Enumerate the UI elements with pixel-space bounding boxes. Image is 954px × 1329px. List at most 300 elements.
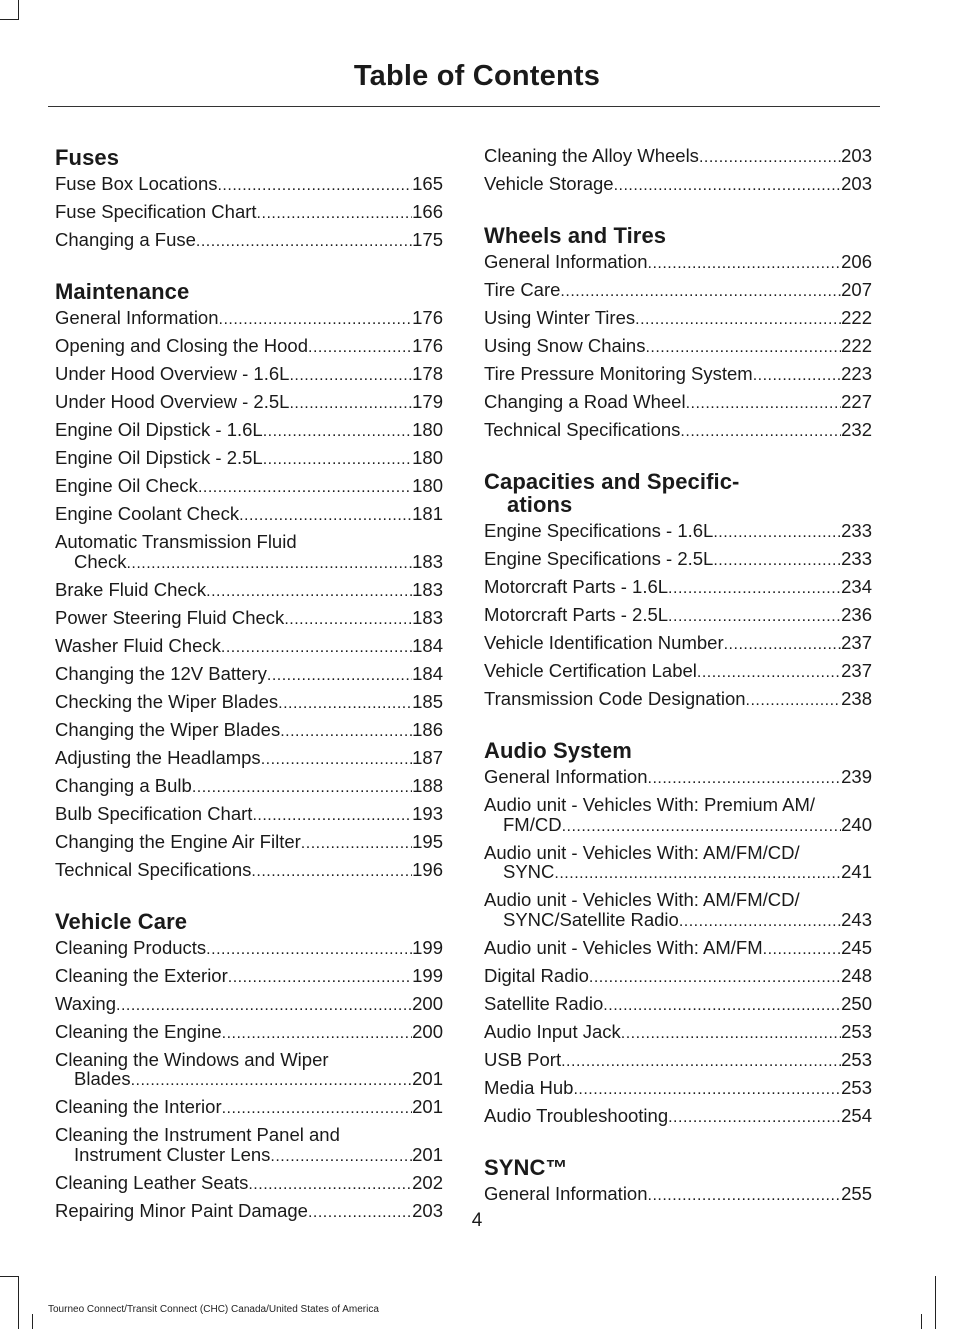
dot-leader: [573, 1080, 841, 1100]
entry-page-number: 176: [412, 307, 443, 328]
footer-text: Tourneo Connect/Transit Connect (CHC) Canada/United States of America: [48, 1304, 379, 1315]
toc-section: [55, 280, 443, 888]
entry-text: SYNC: [503, 861, 555, 882]
toc-entry[interactable]: [55, 636, 443, 664]
dot-leader: [648, 1186, 842, 1206]
entry-page-number: 178: [412, 363, 443, 384]
dot-leader: [686, 394, 842, 414]
dot-leader: [713, 523, 841, 543]
entry-text: General Information: [484, 1182, 648, 1204]
toc-entry[interactable]: [55, 336, 443, 364]
entry-page-number: 253: [841, 1076, 872, 1098]
toc-entry[interactable]: [55, 174, 443, 202]
entry-row: [55, 1145, 443, 1167]
entry-row: [55, 476, 443, 498]
entry-text: Audio unit - Vehicles With: AM/FM: [484, 936, 763, 958]
entry-page-number: 184: [412, 634, 443, 656]
dot-leader: [221, 638, 412, 658]
dot-leader: [614, 176, 842, 196]
entry-row: [484, 815, 872, 837]
entry-page-number: 166: [412, 201, 443, 222]
entry-page-number: 184: [412, 662, 443, 684]
entry-row: [55, 1173, 443, 1195]
entry-row: [55, 392, 443, 414]
toc-entry[interactable]: [484, 1022, 872, 1050]
dot-leader: [219, 310, 413, 330]
entry-row: [484, 966, 872, 988]
toc-entry[interactable]: [55, 1050, 443, 1098]
dot-leader: [713, 551, 841, 571]
toc-entry[interactable]: [484, 767, 872, 795]
toc-entry[interactable]: [484, 1078, 872, 1106]
dot-leader: [270, 1147, 412, 1167]
entry-page-number: 241: [841, 861, 872, 882]
entry-page-number: 180: [412, 419, 443, 440]
entry-page-number: 223: [841, 363, 872, 384]
entry-page-number: 253: [841, 1020, 872, 1042]
dot-leader: [248, 1175, 412, 1195]
entry-text: Changing a Road Wheel: [484, 391, 686, 412]
entry-row: [484, 280, 872, 302]
entry-page-number: 245: [841, 936, 872, 958]
entry-text: General Information: [484, 251, 648, 272]
section-title: Fuses: [55, 145, 120, 170]
toc-entry[interactable]: [55, 938, 443, 966]
entry-text: Engine Specifications - 2.5L: [484, 548, 714, 569]
entry-page-number: 233: [841, 548, 872, 569]
entry-text: Power Steering Fluid Check: [55, 606, 285, 628]
entry-row: [55, 504, 443, 526]
entry-page-number: 193: [412, 802, 443, 824]
dot-leader: [635, 310, 841, 330]
entry-text: Changing a Bulb: [55, 774, 192, 796]
entry-page-number: 237: [841, 660, 872, 681]
dot-leader: [562, 817, 842, 837]
dot-leader: [603, 996, 841, 1016]
entry-row: [55, 552, 443, 574]
dot-leader: [131, 1071, 413, 1091]
dot-leader: [645, 338, 841, 358]
dot-leader: [217, 176, 412, 196]
dot-leader: [206, 582, 412, 602]
entry-text: Tire Pressure Monitoring System: [484, 363, 753, 384]
toc-entry[interactable]: [484, 689, 872, 717]
entry-text: Vehicle Storage: [484, 173, 614, 194]
crop-mark-top-left-h: [0, 19, 19, 20]
dot-leader: [724, 635, 842, 655]
toc-entry[interactable]: [484, 994, 872, 1022]
toc-entry[interactable]: [484, 336, 872, 364]
toc-entry[interactable]: [484, 420, 872, 448]
entry-text: Satellite Radio: [484, 992, 604, 1014]
entry-text: Changing a Fuse: [55, 229, 196, 250]
entry-text: Technical Specifications: [484, 419, 681, 440]
toc-entry[interactable]: [55, 804, 443, 832]
crop-mark-bottom-inner-right: [921, 1314, 922, 1329]
page-number: 4: [471, 1210, 483, 1231]
dot-leader: [621, 1024, 841, 1044]
crop-mark-bottom-left-h: [0, 1276, 19, 1277]
dot-leader: [192, 778, 412, 798]
toc-section: [484, 224, 872, 448]
entry-text-line1: Automatic Transmission Fluid: [55, 531, 297, 552]
toc-entry[interactable]: [55, 364, 443, 392]
section-title: [484, 470, 872, 516]
toc-entry[interactable]: [55, 504, 443, 532]
entry-text: Cleaning the Interior: [55, 1096, 222, 1117]
section-title: Vehicle Care: [55, 908, 188, 934]
entry-page-number: 183: [412, 578, 443, 600]
entry-row: [55, 1069, 443, 1091]
entry-row: [55, 308, 443, 330]
entry-row: [55, 230, 443, 252]
entry-row: [55, 966, 443, 988]
entry-page-number: 240: [841, 813, 872, 835]
entry-text: Cleaning the Engine: [55, 1020, 222, 1042]
dot-leader: [561, 1052, 841, 1072]
toc-entry[interactable]: [55, 1173, 443, 1201]
toc-entry[interactable]: [55, 308, 443, 336]
entry-page-number: 165: [412, 173, 443, 194]
entry-row: [55, 580, 443, 602]
entry-text: Brake Fluid Check: [55, 578, 207, 600]
dot-leader: [589, 968, 841, 988]
entry-page-number: 254: [841, 1104, 872, 1126]
entry-row: [484, 862, 872, 884]
toc-entry[interactable]: [55, 1125, 443, 1173]
entry-row: [55, 608, 443, 630]
entry-row: [55, 1022, 443, 1044]
entry-page-number: 188: [412, 774, 443, 796]
dot-leader: [763, 940, 841, 960]
toc-section: [484, 1156, 872, 1212]
entry-text: FM/CD: [503, 813, 562, 835]
entry-text: Under Hood Overview - 2.5L: [55, 391, 290, 412]
entry-row: [484, 252, 872, 274]
entry-text: Motorcraft Parts - 1.6L: [484, 576, 669, 597]
entry-page-number: 183: [412, 606, 443, 628]
entry-text: Blades: [74, 1068, 131, 1089]
entry-page-number: 187: [412, 746, 443, 768]
entry-row: [55, 420, 443, 442]
toc-entry[interactable]: [484, 661, 872, 689]
toc-entry[interactable]: [55, 832, 443, 860]
entry-row: [484, 994, 872, 1016]
toc-entry[interactable]: [55, 748, 443, 776]
toc-entry[interactable]: [55, 580, 443, 608]
entry-page-number: 232: [841, 419, 872, 440]
entry-row: [55, 748, 443, 770]
toc-entry[interactable]: [484, 146, 872, 174]
section-title: Audio System: [484, 738, 632, 763]
toc-entry[interactable]: [55, 1022, 443, 1050]
dot-leader: [198, 478, 412, 498]
dot-leader: [308, 338, 412, 358]
toc-entry[interactable]: [484, 392, 872, 420]
section-title: Maintenance: [55, 279, 190, 304]
entry-page-number: 181: [412, 503, 443, 524]
entry-page-number: 236: [841, 604, 872, 625]
dot-leader: [753, 366, 841, 386]
toc-entry[interactable]: [484, 364, 872, 392]
entry-text: Cleaning Leather Seats: [55, 1171, 249, 1193]
toc-entry[interactable]: [55, 230, 443, 258]
entry-text: Adjusting the Headlamps: [55, 746, 261, 768]
entry-page-number: 234: [841, 576, 872, 597]
entry-page-number: 201: [412, 1143, 443, 1165]
entry-row: [484, 336, 872, 358]
toc-entry[interactable]: [484, 938, 872, 966]
entry-text: Engine Specifications - 1.6L: [484, 520, 714, 541]
toc-entry[interactable]: [55, 448, 443, 476]
entry-row: [484, 146, 872, 168]
entry-text: Cleaning Products: [55, 936, 207, 958]
entry-text: Changing the 12V Battery: [55, 662, 267, 684]
section-title: SYNC™: [484, 1154, 568, 1180]
dot-leader: [257, 204, 413, 224]
entry-row: [484, 910, 872, 932]
crop-mark-top-left-v: [18, 0, 19, 20]
entry-row: [484, 605, 872, 627]
toc-entry[interactable]: [55, 664, 443, 692]
toc-entry[interactable]: [484, 966, 872, 994]
entry-text: Engine Oil Dipstick - 1.6L: [55, 419, 263, 440]
entry-text: Washer Fluid Check: [55, 634, 221, 656]
entry-row: [55, 832, 443, 854]
entry-page-number: 203: [841, 145, 872, 166]
dot-leader: [126, 554, 412, 574]
toc-entry[interactable]: [484, 1050, 872, 1078]
entry-text-line1: Cleaning the Windows and Wiper: [55, 1048, 329, 1070]
entry-row: [484, 1106, 872, 1128]
entry-row: [484, 577, 872, 599]
entry-row: [484, 1078, 872, 1100]
dot-leader: [554, 864, 841, 884]
dot-leader: [668, 1108, 841, 1128]
entry-page-number: 222: [841, 335, 872, 356]
crop-mark-bottom-right-v: [935, 1276, 936, 1329]
crop-mark-bottom-left-v: [18, 1276, 19, 1329]
entry-row: [484, 1022, 872, 1044]
entry-row: [55, 664, 443, 686]
toc-entry[interactable]: [484, 521, 872, 549]
dot-leader: [289, 366, 412, 386]
entry-text: Changing the Wiper Blades: [55, 718, 281, 740]
entry-row: [484, 1050, 872, 1072]
toc-entry[interactable]: [55, 776, 443, 804]
dot-leader: [228, 968, 412, 988]
entry-row: [55, 692, 443, 714]
toc-entry[interactable]: [55, 392, 443, 420]
toc-entry[interactable]: [484, 605, 872, 633]
entry-text: Technical Specifications: [55, 858, 252, 880]
entry-text: Checking the Wiper Blades: [55, 690, 279, 712]
toc-entry[interactable]: [484, 795, 872, 843]
dot-leader: [668, 579, 841, 599]
dot-leader: [222, 1024, 412, 1044]
toc-entry[interactable]: [484, 633, 872, 661]
toc-entry[interactable]: [484, 1106, 872, 1134]
toc-entry[interactable]: [484, 843, 872, 891]
entry-row: [55, 336, 443, 358]
toc-entry[interactable]: [484, 252, 872, 280]
entry-page-number: 203: [412, 1199, 443, 1221]
entry-text-line1: Cleaning the Instrument Panel and: [55, 1124, 340, 1145]
toc-entry[interactable]: [55, 966, 443, 994]
entry-page-number: 227: [841, 391, 872, 412]
dot-leader: [206, 940, 412, 960]
entry-page-number: 180: [412, 475, 443, 496]
entry-row: [55, 1097, 443, 1119]
entry-row: [484, 364, 872, 386]
entry-row: [55, 860, 443, 882]
toc-section: [55, 146, 443, 258]
entry-page-number: 199: [412, 964, 443, 986]
entry-page-number: 200: [412, 1020, 443, 1042]
section-title: Wheels and Tires: [484, 223, 667, 248]
entry-row: [55, 804, 443, 826]
dot-leader: [284, 610, 412, 630]
entry-page-number: 239: [841, 766, 872, 787]
entry-row: [484, 1184, 872, 1206]
entry-page-number: 207: [841, 279, 872, 300]
toc-entry[interactable]: [55, 692, 443, 720]
section-title-line: Capacities and Specific-: [484, 469, 740, 494]
entry-page-number: 176: [412, 335, 443, 356]
entry-text: Using Snow Chains: [484, 335, 646, 356]
toc-entry[interactable]: [55, 1097, 443, 1125]
entry-row: [55, 636, 443, 658]
entry-text: Engine Oil Check: [55, 475, 198, 496]
dot-leader: [648, 769, 842, 789]
entry-page-number: 199: [412, 936, 443, 958]
title-divider: [48, 106, 880, 107]
toc-entry[interactable]: [55, 720, 443, 748]
dot-leader: [278, 694, 412, 714]
entry-text: Repairing Minor Paint Damage: [55, 1199, 308, 1221]
dot-leader: [280, 722, 412, 742]
toc-entry[interactable]: [55, 420, 443, 448]
entry-page-number: 222: [841, 307, 872, 328]
dot-leader: [116, 996, 412, 1016]
toc-right-column: [484, 146, 872, 1234]
entry-row: [484, 767, 872, 789]
entry-row: [55, 938, 443, 960]
toc-entry[interactable]: [484, 1184, 872, 1212]
entry-row: [484, 633, 872, 655]
entry-text: Fuse Box Locations: [55, 173, 218, 194]
entry-page-number: 206: [841, 251, 872, 272]
entry-page-number: 248: [841, 964, 872, 986]
entry-row: [484, 392, 872, 414]
entry-row: [484, 308, 872, 330]
page-title: Table of Contents: [353, 60, 601, 92]
toc-entry[interactable]: [484, 577, 872, 605]
entry-page-number: 186: [412, 718, 443, 740]
entry-row: [55, 174, 443, 196]
entry-row: [484, 549, 872, 571]
entry-text-line1: Audio unit - Vehicles With: AM/FM/CD/: [484, 889, 800, 910]
entry-row: [55, 994, 443, 1016]
dot-leader: [289, 394, 412, 414]
dot-leader: [697, 663, 841, 683]
dot-leader: [679, 912, 841, 932]
toc-entry[interactable]: [484, 549, 872, 577]
dot-leader: [560, 282, 841, 302]
toc-entry[interactable]: [55, 532, 443, 580]
entry-page-number: 201: [412, 1068, 443, 1089]
entry-text: Transmission Code Designation: [484, 688, 746, 709]
dot-leader: [251, 862, 412, 882]
toc-entry[interactable]: [55, 608, 443, 636]
toc-section: [484, 739, 872, 1134]
dot-leader: [196, 232, 412, 252]
entry-page-number: 238: [841, 688, 872, 709]
entry-page-number: 200: [412, 992, 443, 1014]
entry-text: Vehicle Identification Number: [484, 632, 724, 653]
entry-text: Engine Coolant Check: [55, 503, 240, 524]
dot-leader: [263, 422, 412, 442]
entry-text: Tire Care: [484, 279, 561, 300]
toc-section: [55, 910, 443, 1229]
dot-leader: [301, 834, 412, 854]
entry-page-number: 195: [412, 830, 443, 852]
dot-leader: [263, 450, 412, 470]
toc-entry[interactable]: [55, 860, 443, 888]
entry-text: USB Port: [484, 1048, 562, 1070]
entry-row: [484, 689, 872, 711]
toc-entry[interactable]: [484, 280, 872, 308]
toc-entry[interactable]: [55, 994, 443, 1022]
entry-page-number: 202: [412, 1171, 443, 1193]
entry-text: Opening and Closing the Hood: [55, 335, 309, 356]
entry-row: [55, 202, 443, 224]
entry-text: Audio Input Jack: [484, 1020, 621, 1042]
entry-page-number: 201: [412, 1096, 443, 1117]
entry-text: Engine Oil Dipstick - 2.5L: [55, 447, 263, 468]
toc-entry[interactable]: [484, 308, 872, 336]
dot-leader: [699, 148, 841, 168]
crop-mark-bottom-inner-left: [32, 1314, 33, 1329]
entry-text: Media Hub: [484, 1076, 574, 1098]
toc-entry[interactable]: [484, 174, 872, 202]
entry-page-number: 183: [412, 550, 443, 572]
entry-text: Fuse Specification Chart: [55, 201, 257, 222]
entry-text: Digital Radio: [484, 964, 589, 986]
entry-text: Check: [74, 550, 127, 572]
entry-row: [484, 420, 872, 442]
entry-page-number: 253: [841, 1048, 872, 1070]
dot-leader: [252, 806, 412, 826]
entry-text: General Information: [484, 766, 648, 787]
entry-text: Cleaning the Exterior: [55, 964, 228, 986]
dot-leader: [239, 506, 412, 526]
dot-leader: [222, 1099, 413, 1119]
entry-page-number: 203: [841, 173, 872, 194]
entry-row: [484, 174, 872, 196]
dot-leader: [746, 691, 842, 711]
entry-row: [55, 776, 443, 798]
dot-leader: [668, 607, 841, 627]
toc-entry[interactable]: [55, 202, 443, 230]
entry-text: Motorcraft Parts - 2.5L: [484, 604, 669, 625]
entry-page-number: 243: [841, 908, 872, 930]
toc-entry[interactable]: [484, 890, 872, 938]
entry-text-line1: Audio unit - Vehicles With: AM/FM/CD/: [484, 841, 800, 863]
toc-entry[interactable]: [55, 476, 443, 504]
entry-text: Waxing: [55, 992, 117, 1014]
entry-page-number: 175: [412, 229, 443, 250]
